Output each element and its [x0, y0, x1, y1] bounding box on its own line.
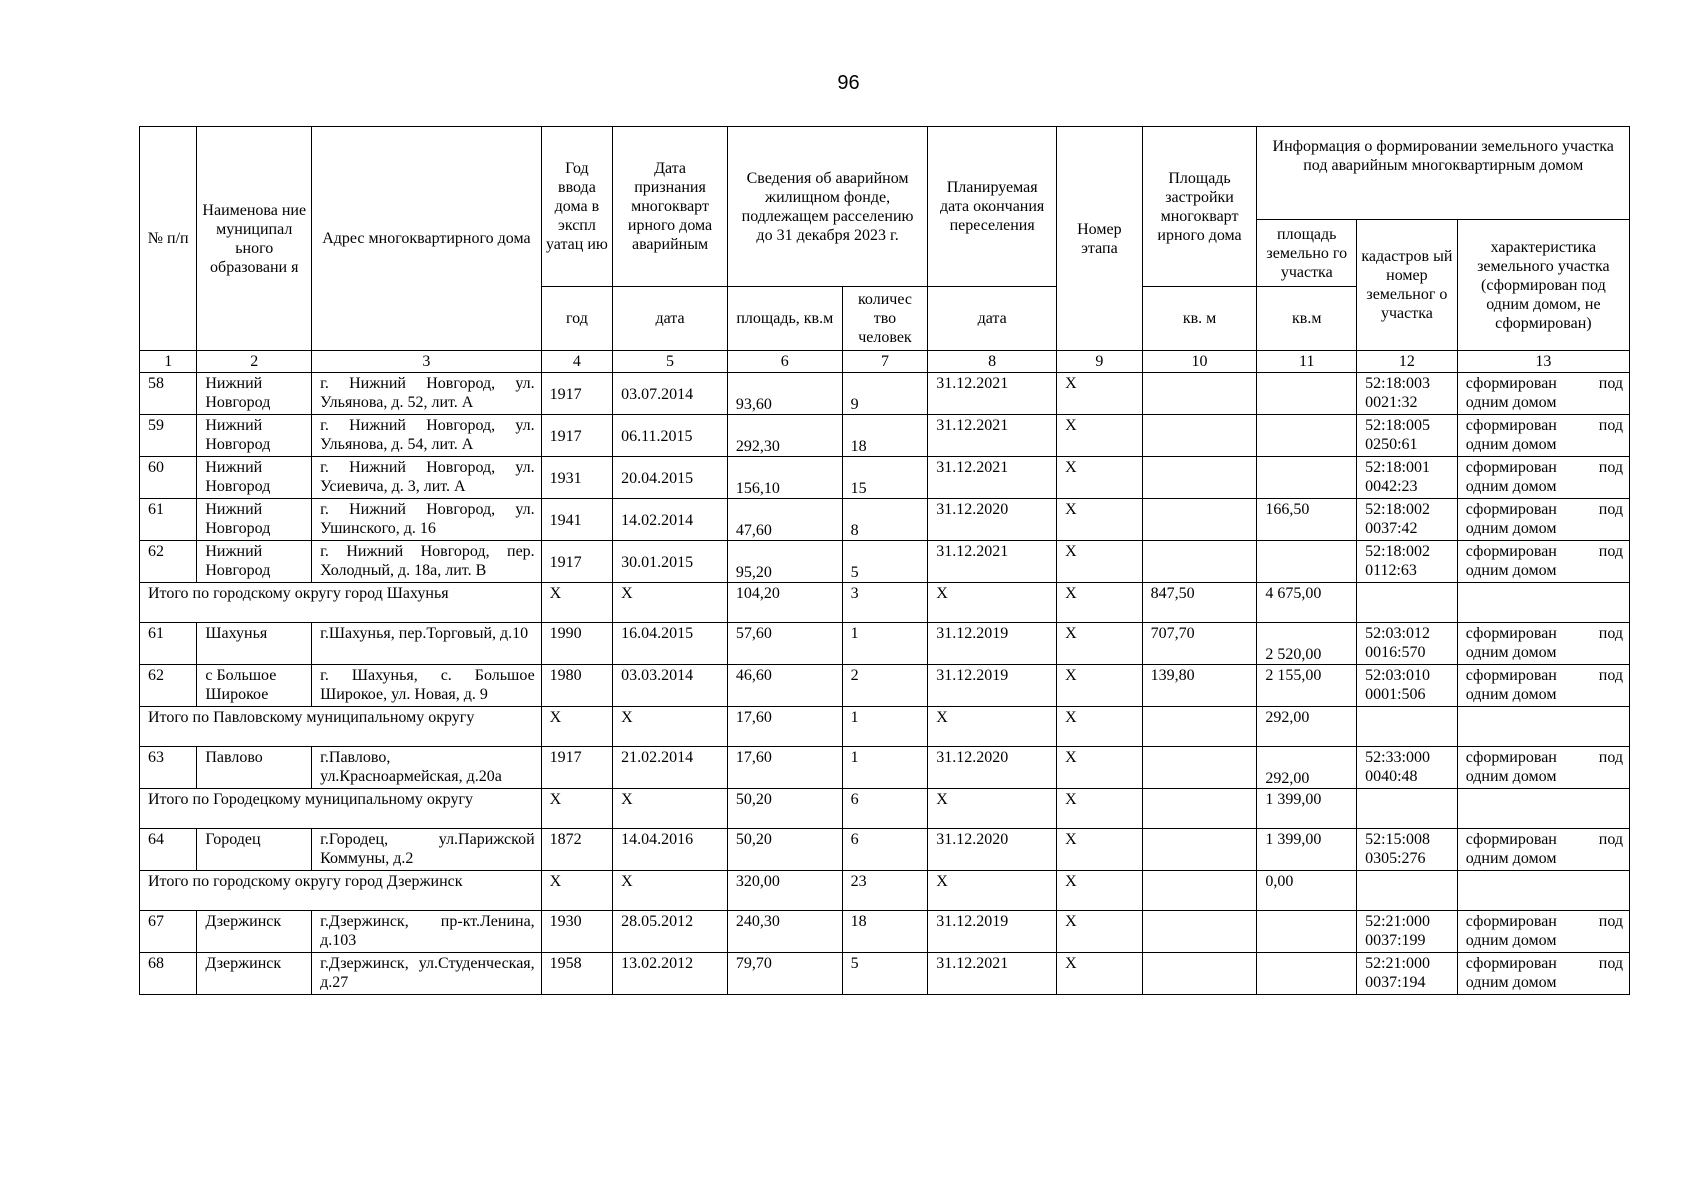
- cell-build-area: [1142, 911, 1257, 953]
- cell-build-area: [1142, 829, 1257, 871]
- land-char-word: под: [1598, 955, 1623, 972]
- cell-address: г. Шахунья, с. Большое Широкое, ул. Новая, д. 9: [312, 665, 542, 707]
- land-char-word: сформирован: [1465, 831, 1557, 848]
- cell-area: 79,70: [727, 953, 842, 995]
- header-build-area: Площадь застройки многокварт ирного дома: [1142, 127, 1257, 287]
- subtotal-label: Итого по городскому округу город Дзержинск: [140, 871, 542, 911]
- land-char-word: под: [1598, 375, 1623, 392]
- cell-year: Х: [541, 789, 612, 829]
- cell-land-char: [1457, 911, 1629, 953]
- table-row: [140, 747, 1630, 789]
- cell-land-area: 166,50: [1257, 499, 1357, 541]
- cell-people: 3: [842, 583, 928, 623]
- land-char-line: одним домом: [1465, 850, 1557, 867]
- subtotal-row: [140, 707, 1630, 747]
- cell-date: Х: [613, 871, 728, 911]
- header-sub-build-unit: кв. м: [1142, 287, 1257, 351]
- cell-date: 20.04.2015: [613, 457, 728, 499]
- cell-people: 5: [842, 541, 928, 583]
- land-char-line: [1466, 954, 1623, 973]
- resettlement-table: [139, 126, 1630, 995]
- cell-cadastral: 52:21:000 0037:199: [1357, 911, 1458, 953]
- land-char-word: сформирован: [1465, 375, 1557, 392]
- cell-people: 15: [842, 457, 928, 499]
- cell-address: г. Нижний Новгород, ул. Ульянова, д. 52, лит. А: [312, 373, 542, 415]
- cell-area: 17,60: [727, 707, 842, 747]
- cell-build-area: [1142, 499, 1257, 541]
- cell-year: 1917: [541, 373, 612, 415]
- header-land-area: площадь земельно го участка: [1257, 220, 1357, 287]
- table-row: [140, 541, 1630, 583]
- cell-land-char: [1457, 457, 1629, 499]
- cell-cadastral: 52:18:002 0037:42: [1357, 499, 1458, 541]
- cell-stage: Х: [1057, 829, 1143, 871]
- cell-area: 17,60: [727, 747, 842, 789]
- cell-stage: Х: [1057, 789, 1143, 829]
- land-char-line: [1466, 624, 1623, 643]
- subtotal-label: Итого по городскому округу город Шахунья: [140, 583, 542, 623]
- cell-people: 6: [842, 829, 928, 871]
- land-char-word: сформирован: [1465, 955, 1557, 972]
- cell-stage: Х: [1057, 747, 1143, 789]
- cell-land-area: 2 520,00: [1257, 623, 1357, 665]
- cell-year: 1958: [541, 953, 612, 995]
- cell-cadastral: 52:33:000 0040:48: [1357, 747, 1458, 789]
- cell-year: Х: [541, 707, 612, 747]
- cell-build-area: [1142, 457, 1257, 499]
- land-char-word: сформирован: [1465, 667, 1557, 684]
- cell-municipality: Дзержинск: [197, 953, 312, 995]
- land-char-line: [1466, 416, 1623, 435]
- cell-address: г. Нижний Новгород, ул. Усиевича, д. 3, лит. А: [312, 457, 542, 499]
- cell-address: г.Городец, ул.Парижской Коммуны, д.2: [312, 829, 542, 871]
- cell-land-area: 0,00: [1257, 871, 1357, 911]
- cell-municipality: Нижний Новгород: [197, 415, 312, 457]
- cell-municipality: Нижний Новгород: [197, 541, 312, 583]
- cell-people: 2: [842, 665, 928, 707]
- table-header: [140, 127, 1630, 373]
- cell-people: 8: [842, 499, 928, 541]
- cell-build-area: [1142, 415, 1257, 457]
- cell-area: 57,60: [727, 623, 842, 665]
- cell-build-area: 847,50: [1142, 583, 1257, 623]
- cell-people: 5: [842, 953, 928, 995]
- cell-municipality: с Большое Широкое: [197, 665, 312, 707]
- cell-num: 61: [140, 499, 197, 541]
- cell-stage: Х: [1057, 541, 1143, 583]
- land-char-word: под: [1598, 501, 1623, 518]
- table-row: [140, 665, 1630, 707]
- land-char-word: под: [1598, 543, 1623, 560]
- cell-cadastral: [1357, 707, 1458, 747]
- header-land-info: Информация о формировании земельного участка под аварийным многоквартирным домом: [1257, 127, 1630, 220]
- cell-municipality: Нижний Новгород: [197, 373, 312, 415]
- cell-land-area: 292,00: [1257, 707, 1357, 747]
- cell-land-area: 1 399,00: [1257, 829, 1357, 871]
- cell-people: 18: [842, 911, 928, 953]
- land-char-word: сформирован: [1465, 625, 1557, 642]
- cell-people: 1: [842, 623, 928, 665]
- cell-planned: Х: [928, 707, 1057, 747]
- cell-cadastral: 52:03:010 0001:506: [1357, 665, 1458, 707]
- cell-land-char: [1457, 871, 1629, 911]
- cell-land-char: [1457, 665, 1629, 707]
- cell-land-area: [1257, 415, 1357, 457]
- land-char-line: одним домом: [1465, 974, 1557, 991]
- land-char-line: одним домом: [1465, 436, 1557, 453]
- land-char-word: под: [1598, 667, 1623, 684]
- cell-land-char: [1457, 623, 1629, 665]
- header-sub-area: площадь, кв.м: [727, 287, 842, 351]
- cell-land-area: 2 155,00: [1257, 665, 1357, 707]
- cell-build-area: [1142, 541, 1257, 583]
- cell-planned: 31.12.2020: [928, 747, 1057, 789]
- cell-municipality: Шахунья: [197, 623, 312, 665]
- land-char-word: под: [1598, 831, 1623, 848]
- header-date-recognition: Дата признания многокварт ирного дома аварийным: [613, 127, 728, 287]
- land-char-line: [1466, 912, 1623, 931]
- cell-year: Х: [541, 583, 612, 623]
- cell-planned: 31.12.2020: [928, 829, 1057, 871]
- cell-land-char: [1457, 415, 1629, 457]
- cell-land-char: [1457, 499, 1629, 541]
- cell-planned: 31.12.2021: [928, 415, 1057, 457]
- land-char-word: под: [1598, 625, 1623, 642]
- column-number: 3: [312, 351, 542, 373]
- cell-num: 62: [140, 541, 197, 583]
- cell-build-area: [1142, 747, 1257, 789]
- cell-land-area: [1257, 373, 1357, 415]
- column-number: 1: [140, 351, 197, 373]
- cell-stage: Х: [1057, 871, 1143, 911]
- cell-municipality: Нижний Новгород: [197, 457, 312, 499]
- cell-year: 1917: [541, 541, 612, 583]
- cell-num: 62: [140, 665, 197, 707]
- cell-build-area: [1142, 789, 1257, 829]
- cell-stage: Х: [1057, 499, 1143, 541]
- cell-date: 14.04.2016: [613, 829, 728, 871]
- cell-year: Х: [541, 871, 612, 911]
- cell-planned: 31.12.2019: [928, 911, 1057, 953]
- cell-address: г.Дзержинск, ул.Студенческая, д.27: [312, 953, 542, 995]
- cell-land-char: [1457, 707, 1629, 747]
- table-row: [140, 499, 1630, 541]
- cell-cadastral: [1357, 789, 1458, 829]
- cell-stage: Х: [1057, 953, 1143, 995]
- header-municipality: Наименова ние муниципал ьного образовани я: [197, 127, 312, 351]
- cell-cadastral: 52:15:008 0305:276: [1357, 829, 1458, 871]
- cell-planned: 31.12.2021: [928, 373, 1057, 415]
- header-land-char: характеристика земельного участка (сформирован под одним домом, не сформирован): [1457, 220, 1629, 351]
- land-char-line: одним домом: [1465, 520, 1557, 537]
- table-row: [140, 953, 1630, 995]
- land-char-word: под: [1598, 459, 1623, 476]
- land-char-word: под: [1598, 749, 1623, 766]
- cell-planned: Х: [928, 789, 1057, 829]
- cell-area: 47,60: [727, 499, 842, 541]
- land-char-line: [1466, 748, 1623, 767]
- header-sub-people: количес тво человек: [842, 287, 928, 351]
- cell-address: г. Нижний Новгород, ул. Ульянова, д. 54, лит. А: [312, 415, 542, 457]
- cell-people: 1: [842, 707, 928, 747]
- cell-land-char: [1457, 953, 1629, 995]
- cell-area: 320,00: [727, 871, 842, 911]
- column-number: 11: [1257, 351, 1357, 373]
- cell-planned: 31.12.2019: [928, 665, 1057, 707]
- cell-num: 67: [140, 911, 197, 953]
- column-number: 5: [613, 351, 728, 373]
- cell-people: 1: [842, 747, 928, 789]
- cell-year: 1917: [541, 415, 612, 457]
- column-number: 6: [727, 351, 842, 373]
- cell-cadastral: 52:21:000 0037:194: [1357, 953, 1458, 995]
- table-row: [140, 623, 1630, 665]
- table-row: [140, 911, 1630, 953]
- cell-num: 64: [140, 829, 197, 871]
- cell-area: 46,60: [727, 665, 842, 707]
- cell-num: 58: [140, 373, 197, 415]
- cell-year: 1931: [541, 457, 612, 499]
- cell-planned: 31.12.2020: [928, 499, 1057, 541]
- cell-stage: Х: [1057, 911, 1143, 953]
- cell-municipality: Нижний Новгород: [197, 499, 312, 541]
- cell-address: г.Павлово, ул.Красноармейская, д.20а: [312, 747, 542, 789]
- cell-address: г. Нижний Новгород, пер. Холодный, д. 18а, лит. В: [312, 541, 542, 583]
- cell-date: 03.03.2014: [613, 665, 728, 707]
- column-number: 2: [197, 351, 312, 373]
- cell-land-area: 4 675,00: [1257, 583, 1357, 623]
- land-char-line: [1466, 542, 1623, 561]
- land-char-word: сформирован: [1465, 501, 1557, 518]
- header-num: № п/п: [140, 127, 197, 351]
- cell-date: 30.01.2015: [613, 541, 728, 583]
- cell-date: 14.02.2014: [613, 499, 728, 541]
- cell-cadastral: 52:18:001 0042:23: [1357, 457, 1458, 499]
- cell-area: 50,20: [727, 829, 842, 871]
- column-number-row: [140, 351, 1630, 373]
- cell-land-char: [1457, 789, 1629, 829]
- cell-area: 95,20: [727, 541, 842, 583]
- cell-num: 61: [140, 623, 197, 665]
- subtotal-row: [140, 789, 1630, 829]
- cell-year: 1930: [541, 911, 612, 953]
- land-char-line: [1466, 374, 1623, 393]
- cell-land-area: [1257, 541, 1357, 583]
- header-fund-info: Сведения об аварийном жилищном фонде, подлежащем расселению до 31 декабря 2023 г.: [727, 127, 927, 287]
- subtotal-label: Итого по Павловскому муниципальному округу: [140, 707, 542, 747]
- cell-date: 21.02.2014: [613, 747, 728, 789]
- land-char-line: одним домом: [1465, 932, 1557, 949]
- land-char-word: под: [1598, 417, 1623, 434]
- cell-year: 1980: [541, 665, 612, 707]
- table-row: [140, 415, 1630, 457]
- cell-land-area: 292,00: [1257, 747, 1357, 789]
- cell-date: 16.04.2015: [613, 623, 728, 665]
- cell-build-area: [1142, 373, 1257, 415]
- land-char-line: одним домом: [1465, 644, 1557, 661]
- column-number: 4: [541, 351, 612, 373]
- cell-land-char: [1457, 829, 1629, 871]
- cell-land-char: [1457, 583, 1629, 623]
- cell-num: 63: [140, 747, 197, 789]
- land-char-line: одним домом: [1465, 478, 1557, 495]
- cell-area: 156,10: [727, 457, 842, 499]
- land-char-word: сформирован: [1465, 459, 1557, 476]
- cell-year: 1990: [541, 623, 612, 665]
- cell-stage: Х: [1057, 665, 1143, 707]
- land-char-word: под: [1598, 913, 1623, 930]
- cell-municipality: Павлово: [197, 747, 312, 789]
- cell-municipality: Городец: [197, 829, 312, 871]
- cell-cadastral: 52:03:012 0016:570: [1357, 623, 1458, 665]
- cell-area: 104,20: [727, 583, 842, 623]
- cell-date: Х: [613, 789, 728, 829]
- subtotal-row: [140, 583, 1630, 623]
- cell-date: 13.02.2012: [613, 953, 728, 995]
- cell-area: 93,60: [727, 373, 842, 415]
- cell-land-char: [1457, 747, 1629, 789]
- subtotal-row: [140, 871, 1630, 911]
- cell-year: 1941: [541, 499, 612, 541]
- land-char-word: сформирован: [1465, 417, 1557, 434]
- land-char-line: [1466, 830, 1623, 849]
- cell-cadastral: 52:18:005 0250:61: [1357, 415, 1458, 457]
- cell-people: 6: [842, 789, 928, 829]
- cell-stage: Х: [1057, 583, 1143, 623]
- header-stage: Номер этапа: [1057, 127, 1143, 351]
- table-row: [140, 457, 1630, 499]
- cell-cadastral: [1357, 583, 1458, 623]
- cell-year: 1872: [541, 829, 612, 871]
- land-char-line: [1466, 666, 1623, 685]
- cell-num: 68: [140, 953, 197, 995]
- column-number: 13: [1457, 351, 1629, 373]
- land-char-line: [1466, 458, 1623, 477]
- subtotal-label: Итого по Городецкому муниципальному округу: [140, 789, 542, 829]
- cell-land-char: [1457, 541, 1629, 583]
- cell-date: Х: [613, 583, 728, 623]
- cell-area: 240,30: [727, 911, 842, 953]
- cell-build-area: 707,70: [1142, 623, 1257, 665]
- cell-planned: Х: [928, 871, 1057, 911]
- cell-planned: 31.12.2019: [928, 623, 1057, 665]
- cell-planned: 31.12.2021: [928, 541, 1057, 583]
- table-row: [140, 373, 1630, 415]
- cell-land-char: [1457, 373, 1629, 415]
- header-address: Адрес многоквартирного дома: [312, 127, 542, 351]
- cell-people: 9: [842, 373, 928, 415]
- cell-build-area: [1142, 707, 1257, 747]
- land-char-word: сформирован: [1465, 749, 1557, 766]
- cell-date: 06.11.2015: [613, 415, 728, 457]
- cell-planned: 31.12.2021: [928, 953, 1057, 995]
- cell-build-area: [1142, 871, 1257, 911]
- cell-planned: 31.12.2021: [928, 457, 1057, 499]
- cell-address: г.Шахунья, пер.Торговый, д.10: [312, 623, 542, 665]
- cell-area: 292,30: [727, 415, 842, 457]
- cell-build-area: 139,80: [1142, 665, 1257, 707]
- column-number: 7: [842, 351, 928, 373]
- table-body: [140, 373, 1630, 995]
- table-row: [140, 829, 1630, 871]
- cell-land-area: [1257, 953, 1357, 995]
- land-char-line: одним домом: [1465, 686, 1557, 703]
- header-sub-date: дата: [613, 287, 728, 351]
- header-planned-date: Планируемая дата окончания переселения: [928, 127, 1057, 287]
- column-number: 8: [928, 351, 1057, 373]
- land-char-line: одним домом: [1465, 562, 1557, 579]
- cell-stage: Х: [1057, 623, 1143, 665]
- cell-municipality: Дзержинск: [197, 911, 312, 953]
- cell-stage: Х: [1057, 415, 1143, 457]
- cell-stage: Х: [1057, 373, 1143, 415]
- cell-build-area: [1142, 953, 1257, 995]
- cell-address: г.Дзержинск, пр-кт.Ленина, д.103: [312, 911, 542, 953]
- cell-land-area: 1 399,00: [1257, 789, 1357, 829]
- cell-people: 18: [842, 415, 928, 457]
- header-sub-land-unit: кв.м: [1257, 287, 1357, 351]
- land-char-word: сформирован: [1465, 913, 1557, 930]
- cell-date: Х: [613, 707, 728, 747]
- header-sub-planned: дата: [928, 287, 1057, 351]
- land-char-line: одним домом: [1465, 394, 1557, 411]
- cell-num: 59: [140, 415, 197, 457]
- column-number: 12: [1357, 351, 1458, 373]
- header-year-intro: Год ввода дома в экспл уатац ию: [541, 127, 612, 287]
- land-char-word: сформирован: [1465, 543, 1557, 560]
- land-char-line: [1466, 500, 1623, 519]
- cell-cadastral: 52:18:002 0112:63: [1357, 541, 1458, 583]
- land-char-line: одним домом: [1465, 768, 1557, 785]
- column-number: 10: [1142, 351, 1257, 373]
- cell-land-area: [1257, 911, 1357, 953]
- cell-land-area: [1257, 457, 1357, 499]
- cell-date: 03.07.2014: [613, 373, 728, 415]
- cell-year: 1917: [541, 747, 612, 789]
- cell-num: 60: [140, 457, 197, 499]
- page-number: 96: [837, 72, 860, 94]
- cell-address: г. Нижний Новгород, ул. Ушинского, д. 16: [312, 499, 542, 541]
- cell-stage: Х: [1057, 707, 1143, 747]
- header-cadastral: кадастров ый номер земельног о участка: [1357, 220, 1458, 351]
- header-sub-year: год: [541, 287, 612, 351]
- cell-stage: Х: [1057, 457, 1143, 499]
- cell-planned: Х: [928, 583, 1057, 623]
- cell-date: 28.05.2012: [613, 911, 728, 953]
- cell-cadastral: 52:18:003 0021:32: [1357, 373, 1458, 415]
- cell-people: 23: [842, 871, 928, 911]
- cell-cadastral: [1357, 871, 1458, 911]
- column-number: 9: [1057, 351, 1143, 373]
- cell-area: 50,20: [727, 789, 842, 829]
